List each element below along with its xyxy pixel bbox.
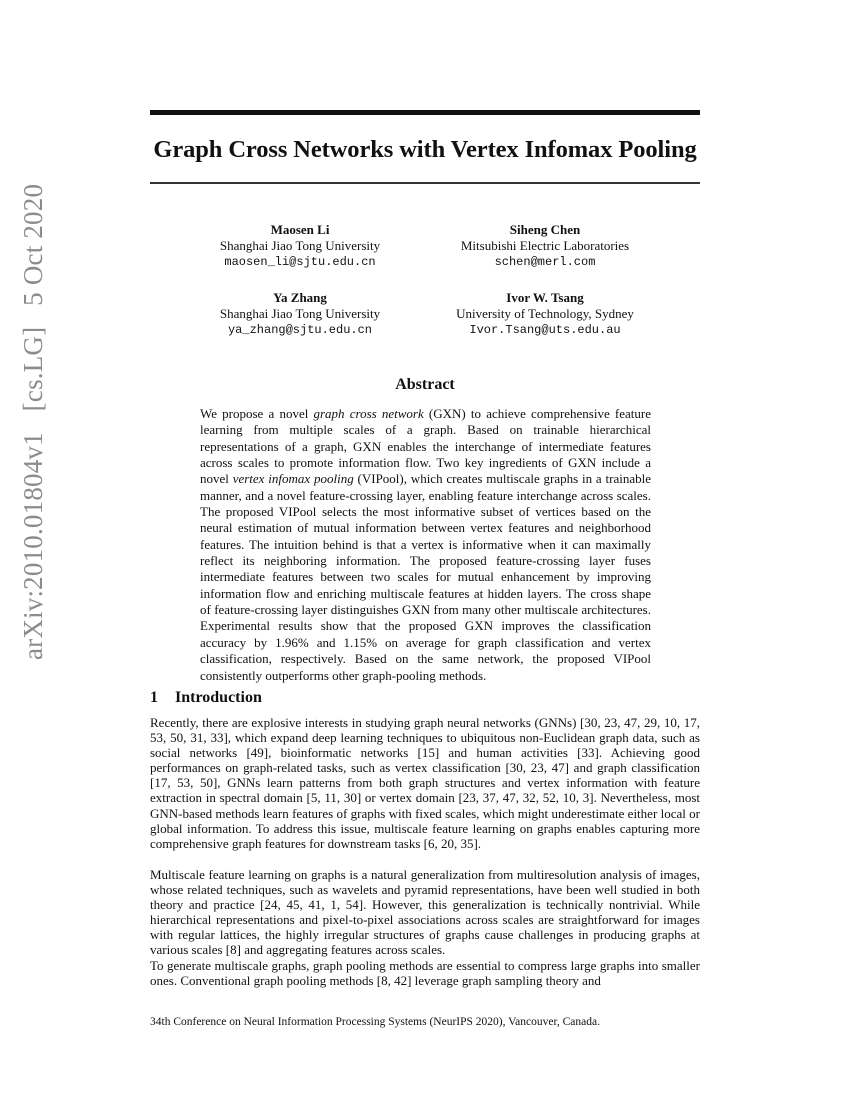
author-name: Maosen Li: [270, 222, 330, 237]
author-block: [415, 290, 675, 338]
intro-paragraph: Multiscale feature learning on graphs is a natural generalization from multiresolution analysis of images, whose related techniques, such as wavelets and pyramid representations, have been well studied in both theory and practice [24, 45, 41, 1, 54]. However, this generalization is technically nontrivial. While hierarchical representations and pixel-to-pixel associations across scales are straightforward for images with regular lattices, the highly irregular structures of graphs cause challenges in producing graphs at various scales [8] and aggregating features across scales.: [150, 867, 700, 958]
author-block: [415, 222, 675, 270]
title-top-rule: [150, 110, 700, 115]
abstract-text: (VIPool), which creates multiscale graphs in a trainable manner, and a novel feature-crossing layer, enabling feature interchange across scales. The proposed VIPool selects the most informative subset of vertices based on the neural estimation of mutual information between vertex features and neighborhood features. The intuition behind is that a vertex is informative when it can maximally reflect its neighboring information. The proposed feature-crossing layer fuses intermediate features between two scales for mutual enhancement by improving information flow and enriching multiscale features at hidden layers. The cross shape of feature-crossing layer distinguishes GXN from many other multiscale architectures. Experimental results show that the proposed GXN improves the classification accuracy by 1.96% and 1.15% on average for graph classification and vertex classification, respectively. Based on the same network, the proposed VIPool consistently outperforms other graph-pooling methods.: [200, 471, 651, 683]
arxiv-date: 5 Oct 2020: [18, 183, 48, 306]
section-title: Introduction: [175, 689, 262, 706]
abstract-body: [200, 406, 651, 684]
author-email: schen@merl.com: [494, 255, 596, 269]
abstract-heading: Abstract: [395, 376, 455, 393]
abstract-text: We propose a novel: [200, 406, 314, 421]
intro-paragraph: Recently, there are explosive interests in studying graph neural networks (GNNs) [30, 23, 47, 29, 10, 17, 53, 50, 31, 33], which expand deep learning techniques to ubiquitous non-Euclidean graph data, such as social networks [49], bioinformatic networks [15] and human activities [33]. Achieving good performances on graph-related tasks, such as vertex classification [30, 23, 47] and graph classification [17, 53, 50], GNNs learn patterns from both graph structures and vertex information with feature extraction in spectral domain [5, 11, 30] or vertex domain [23, 37, 47, 32, 52, 10, 3]. Nevertheless, most GNN-based methods learn features of graphs with fixed scales, which might underestimate either local or global information. To address this issue, multiscale feature learning on graphs enables capturing more comprehensive graph features for downstream tasks [6, 20, 35].: [150, 715, 700, 851]
author-email: maosen_li@sjtu.edu.cn: [224, 255, 376, 269]
author-affiliation: Shanghai Jiao Tong University: [219, 306, 381, 321]
author-block: [170, 222, 430, 270]
author-name: Siheng Chen: [509, 222, 581, 237]
author-block: [170, 290, 430, 338]
abstract-text: (GXN) to achieve comprehensive feature learning from multiple scales of a graph. Based on trainable hierarchical representations of a graph, GXN enables the interchange of intermediate features across scales to promote information flow. Two key ingredients of GXN include a novel: [200, 406, 652, 487]
title-bottom-rule: [150, 182, 700, 184]
arxiv-id: arXiv:2010.01804v1: [18, 432, 48, 660]
abstract-emphasis: graph cross network: [313, 406, 424, 421]
author-name: Ya Zhang: [273, 290, 327, 305]
arxiv-category: [cs.LG]: [18, 326, 48, 412]
intro-paragraph: To generate multiscale graphs, graph pooling methods are essential to compress large graphs into smaller ones. Conventional graph pooling methods [8, 42] leverage graph sampling theory and: [150, 958, 700, 989]
section-number: 1: [150, 689, 158, 706]
abstract-emphasis: vertex infomax pooling: [232, 471, 354, 487]
section-heading-introduction: [150, 689, 262, 707]
conference-footnote: 34th Conference on Neural Information Processing Systems (NeurIPS 2020), Vancouver, Canada.: [150, 1016, 600, 1028]
author-affiliation: Mitsubishi Electric Laboratories: [460, 238, 630, 253]
author-affiliation: Shanghai Jiao Tong University: [219, 238, 381, 253]
author-affiliation: University of Technology, Sydney: [456, 306, 634, 321]
author-name: Ivor W. Tsang: [506, 290, 584, 305]
paper-title: Graph Cross Networks with Vertex Infomax Pooling: [153, 136, 697, 163]
author-email: Ivor.Tsang@uts.edu.au: [469, 323, 621, 337]
author-email: ya_zhang@sjtu.edu.cn: [227, 323, 373, 337]
